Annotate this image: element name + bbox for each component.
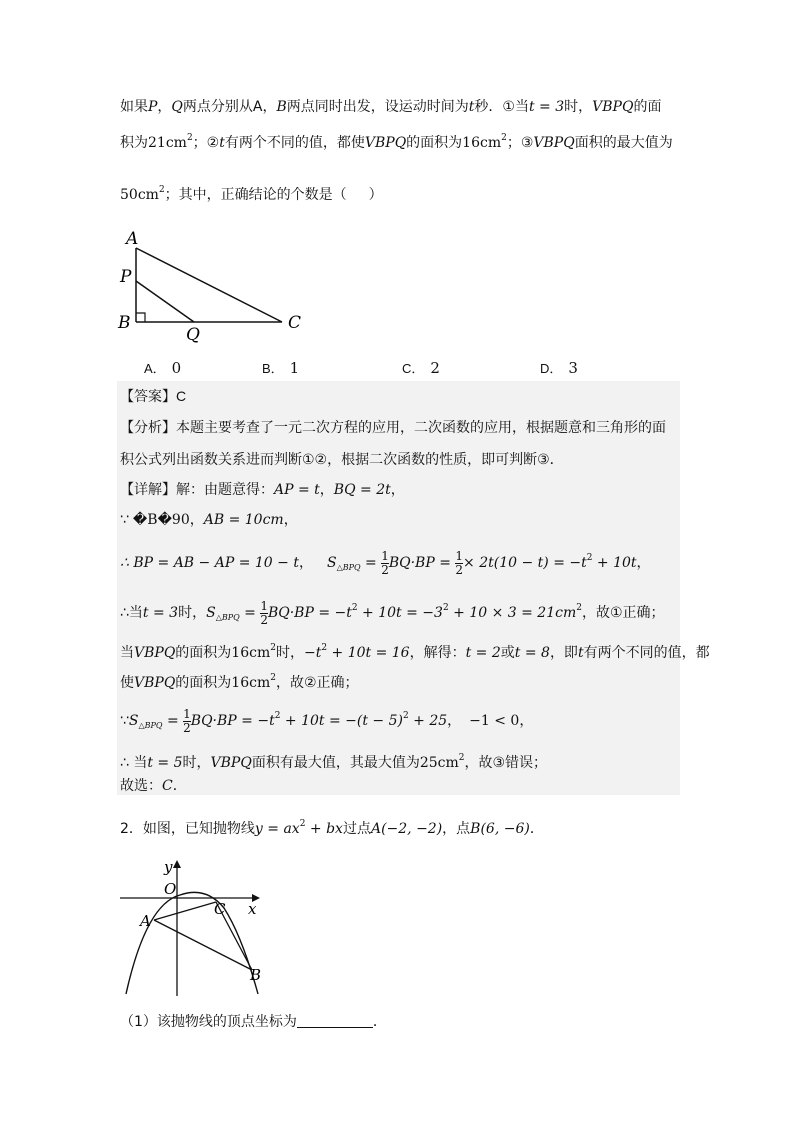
problem2-stem	[120, 814, 544, 839]
detail-line2	[120, 510, 298, 530]
text: ，	[636, 555, 651, 571]
because-symbol: ∵	[120, 512, 129, 528]
option-value: 3	[568, 359, 578, 377]
option-label: A．	[144, 361, 166, 376]
math: y = ax	[254, 821, 300, 837]
problem2-question1	[120, 1012, 387, 1032]
sup: 2	[501, 133, 507, 143]
math-bpq: VBPQ	[210, 755, 252, 771]
right-angle-mark	[136, 313, 145, 322]
sub: △BPQ	[336, 563, 361, 572]
math: 16cm	[462, 135, 502, 151]
sup: 2	[586, 553, 593, 563]
text: 的面	[633, 99, 662, 115]
answer-value: C	[176, 388, 187, 404]
text: 故选：	[120, 778, 162, 794]
text: 时，	[178, 605, 207, 621]
triangle-figure	[112, 226, 312, 346]
math: AB = 10cm	[203, 512, 284, 528]
denominator: 2	[381, 562, 389, 577]
var-p: P	[148, 99, 158, 115]
math: 25cm	[419, 755, 459, 771]
text: ，	[519, 713, 534, 729]
math-bpq: VBPQ	[533, 135, 575, 151]
y-axis-arrow	[173, 860, 181, 868]
detail-line6	[120, 668, 359, 693]
detail-line7	[120, 706, 533, 736]
text: ；其中，正确结论的个数是（	[164, 187, 347, 203]
answer-line	[120, 386, 186, 407]
text: 本题主要考查了一元二次方程的应用，二次函数的应用，根据题意和三角形的面	[176, 420, 666, 436]
text: ，	[447, 713, 462, 729]
detail-line9	[120, 776, 187, 796]
text: ，	[319, 482, 334, 498]
math-s: S	[128, 713, 139, 729]
sup: 2	[270, 643, 276, 653]
fraction-half	[455, 550, 463, 577]
analysis-line1	[120, 418, 666, 438]
detail-line4	[120, 598, 665, 628]
text: ）	[368, 187, 383, 203]
option-value: 0	[171, 359, 182, 377]
math-s: S	[326, 555, 337, 571]
math: 50cm	[120, 187, 159, 203]
math: BQ·BP = −t	[190, 713, 275, 729]
math: =	[360, 555, 382, 571]
label-q: Q	[186, 325, 200, 345]
label-a: A	[140, 912, 151, 930]
text: ，故①正确；	[581, 605, 665, 621]
text: ，	[283, 512, 298, 528]
text: 如果	[120, 99, 148, 115]
option-b[interactable]	[262, 358, 299, 377]
math: t = 8	[514, 645, 550, 661]
sup: 2	[299, 819, 306, 829]
text: ，故③错误；	[464, 755, 548, 771]
option-c[interactable]	[402, 358, 440, 377]
text: ；②	[192, 135, 220, 151]
math: × 2t(10 − t) = −t	[463, 555, 587, 571]
math: C	[162, 778, 173, 794]
sup: 2	[158, 185, 165, 195]
text: ，故②正确；	[275, 675, 359, 691]
numerator: 1	[381, 548, 389, 563]
math: =	[239, 605, 261, 621]
text: ．	[172, 778, 187, 794]
var-t: t	[468, 99, 475, 115]
sup: 2	[442, 603, 449, 613]
text: ，点	[442, 821, 471, 837]
analysis-line2	[120, 450, 564, 470]
edge-ac	[136, 248, 282, 322]
sup: 2	[402, 711, 409, 721]
text: 的面积为	[175, 645, 232, 661]
math: + 25	[408, 713, 448, 729]
label-a: A	[126, 229, 139, 249]
math: t = 5	[147, 755, 183, 771]
text: 两点分别从	[182, 99, 253, 115]
math: t = 3	[142, 605, 179, 621]
sup: 2	[274, 711, 281, 721]
option-label: C．	[402, 361, 425, 376]
var-t: t	[219, 135, 225, 151]
text: 秒．①当	[474, 99, 529, 115]
text: 积公式列出函数关系进而判断①②，根据二次函数的性质，即可判断③．	[120, 452, 564, 468]
text: 时，	[182, 755, 211, 771]
fraction-half	[381, 550, 389, 577]
math-bpq: VBPQ	[592, 99, 634, 115]
fraction-half	[260, 600, 268, 627]
math: −1 < 0	[469, 713, 520, 729]
problem1-line3	[120, 180, 383, 205]
text: 面积的最大值为	[574, 135, 673, 151]
math-t3: t = 3	[528, 99, 565, 115]
answer-tag: 【答案】	[120, 389, 176, 405]
math: �B�90	[132, 512, 190, 528]
text: 过点	[342, 821, 371, 837]
problem1-line2	[120, 128, 673, 153]
math-bpq: VBPQ	[364, 135, 407, 151]
denominator: 2	[260, 612, 268, 627]
therefore-text: ∴ 当	[120, 755, 148, 771]
label-b: B	[118, 313, 131, 333]
text: 2．如图，已知抛物线	[120, 821, 255, 837]
var-a: A	[252, 99, 263, 115]
numerator: 1	[183, 706, 191, 721]
text: 当	[128, 605, 143, 621]
sup: 2	[576, 603, 582, 613]
math: AP = t	[274, 482, 320, 498]
option-value: 1	[289, 359, 300, 377]
math: + 10t = −(t − 5)	[280, 713, 403, 729]
option-label: B．	[262, 361, 284, 376]
text: 时，	[564, 99, 593, 115]
math: =	[162, 713, 184, 729]
option-value: 2	[430, 359, 440, 377]
text: 解：由题意得：	[176, 482, 274, 498]
because-symbol: ∵	[120, 713, 129, 729]
math: 16cm	[231, 645, 271, 661]
math: 16cm	[231, 675, 271, 691]
therefore-symbol: ∴	[120, 605, 129, 621]
label-p: P	[120, 267, 132, 287]
text: ．	[529, 821, 544, 837]
text: 时，	[275, 645, 304, 661]
math-bpq: VBPQ	[134, 645, 176, 661]
denominator: 2	[455, 562, 464, 577]
math: + 10t = −3	[357, 605, 443, 621]
label-x: x	[248, 900, 257, 918]
text: 两点同时出发，设运动时间为	[286, 99, 469, 115]
label-c: C	[214, 900, 226, 918]
detail-line5	[120, 638, 710, 663]
answer-blank[interactable]	[297, 1013, 373, 1028]
analysis-tag: 【分析】	[120, 420, 176, 436]
sup: 2	[321, 643, 328, 653]
text: 有两个不同的值，都	[583, 645, 710, 661]
text: 使	[120, 675, 134, 691]
text: ；③	[506, 135, 534, 151]
text: ．	[372, 1014, 387, 1030]
text: 的面积为	[175, 675, 232, 691]
sub: △BPQ	[215, 613, 240, 622]
math: + bx	[305, 821, 343, 837]
label-y: y	[164, 858, 173, 876]
math: BQ = 2t	[333, 482, 391, 498]
label-o: O	[164, 880, 177, 898]
fraction-half	[183, 708, 191, 735]
text: ，解得：	[409, 645, 466, 661]
parabola-figure	[118, 858, 268, 998]
math: + 10t = 16	[327, 645, 410, 661]
math: ∴ BP = AB − AP = 10 − t	[120, 555, 299, 571]
label-b: B	[250, 966, 262, 984]
text: ，	[189, 512, 204, 528]
sup: 2	[351, 603, 358, 613]
text: 有两个不同的值，都使	[224, 135, 365, 151]
text: 的面积为	[406, 135, 463, 151]
sup: 2	[270, 673, 276, 683]
option-a[interactable]	[144, 358, 181, 377]
math: BQ·BP = −t	[267, 605, 352, 621]
segment-ab	[154, 920, 252, 970]
detail-line8	[120, 748, 547, 773]
sup: 2	[186, 133, 193, 143]
problem1-line1	[120, 97, 661, 117]
label-c: C	[288, 313, 302, 333]
text: ，	[262, 99, 277, 115]
var-q: Q	[171, 99, 183, 115]
math: t	[577, 645, 584, 661]
text: 面积有最大值，其最大值为	[251, 755, 420, 771]
text: 当	[120, 645, 134, 661]
text: ，	[157, 99, 172, 115]
sub: △BPQ	[138, 721, 163, 730]
denominator: 2	[183, 720, 191, 735]
var-b: B	[276, 99, 287, 115]
math: t = 2	[465, 645, 501, 661]
math: + 10t	[592, 555, 637, 571]
math-point-b: B(6, −6)	[470, 821, 530, 837]
math: BQ·BP =	[388, 555, 456, 571]
math: 21cm	[148, 135, 187, 151]
math: + 10 × 3 = 21cm	[448, 605, 577, 621]
sup: 2	[458, 753, 465, 763]
numerator: 1	[260, 598, 268, 613]
detail-tag: 【详解】	[120, 482, 176, 498]
option-label: D．	[540, 361, 563, 376]
detail-line3	[120, 548, 651, 578]
numerator: 1	[455, 548, 464, 563]
text: ，即	[549, 645, 578, 661]
text: ，	[298, 555, 313, 571]
math-point-a: A(−2, −2)	[370, 821, 443, 837]
text: （1）该抛物线的顶点坐标为	[120, 1014, 297, 1030]
text: ，	[390, 482, 405, 498]
math: −t	[303, 645, 322, 661]
option-d[interactable]	[540, 358, 578, 377]
math-s: S	[206, 605, 216, 621]
detail-line1	[120, 480, 405, 500]
text: 或	[500, 645, 515, 661]
math-bpq: VBPQ	[134, 675, 176, 691]
text: 积为	[120, 135, 148, 151]
